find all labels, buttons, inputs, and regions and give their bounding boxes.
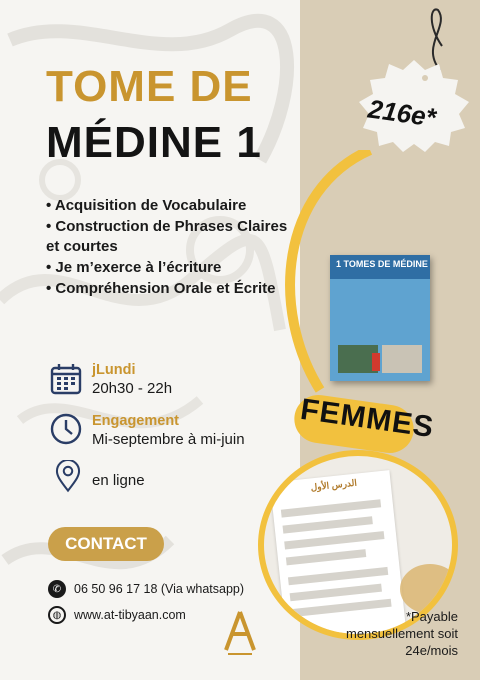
phone-icon: ✆	[48, 580, 66, 598]
list-item: • Compréhension Orale et Écrite	[46, 279, 296, 299]
location-pin-icon	[51, 460, 85, 494]
worksheet-photo: الدرس الأول	[258, 450, 458, 640]
logo-icon	[222, 610, 258, 660]
contact-button[interactable]: CONTACT	[48, 527, 164, 561]
list-item: • Construction de Phrases Claires et courtes	[46, 217, 296, 257]
book-title: 1 TOMES DE MÉDINE	[336, 259, 428, 269]
page-title-line1: TOME DE	[46, 62, 253, 111]
engagement-period: Mi-septembre à mi-juin	[92, 431, 245, 448]
audience-label: FEMMES	[298, 392, 437, 445]
website-link[interactable]: www.at-tibyaan.com	[74, 608, 186, 622]
features-list	[46, 196, 296, 300]
list-item: • Acquisition de Vocabulaire	[46, 196, 296, 216]
schedule-day: jLundi	[92, 362, 136, 378]
phone-number[interactable]: 06 50 96 17 18 (Via whatsapp)	[74, 582, 245, 596]
list-item: • Je m’exerce à l’écriture	[46, 258, 296, 278]
website-row[interactable]	[48, 606, 186, 624]
page-title-line2: MÉDINE 1	[46, 118, 262, 167]
book-cover	[330, 255, 430, 381]
payment-note: *Payable mensuellement soit 24e/mois	[346, 609, 458, 658]
engagement-label: Engagement	[92, 413, 180, 429]
phone-row[interactable]	[48, 580, 244, 598]
schedule-time: 20h30 - 22h	[92, 380, 173, 397]
calendar-icon	[49, 362, 83, 396]
clock-icon	[49, 412, 83, 446]
location-text: en ligne	[92, 472, 145, 489]
price-amount: 216e*	[366, 93, 438, 133]
globe-icon: ◍	[48, 606, 66, 624]
